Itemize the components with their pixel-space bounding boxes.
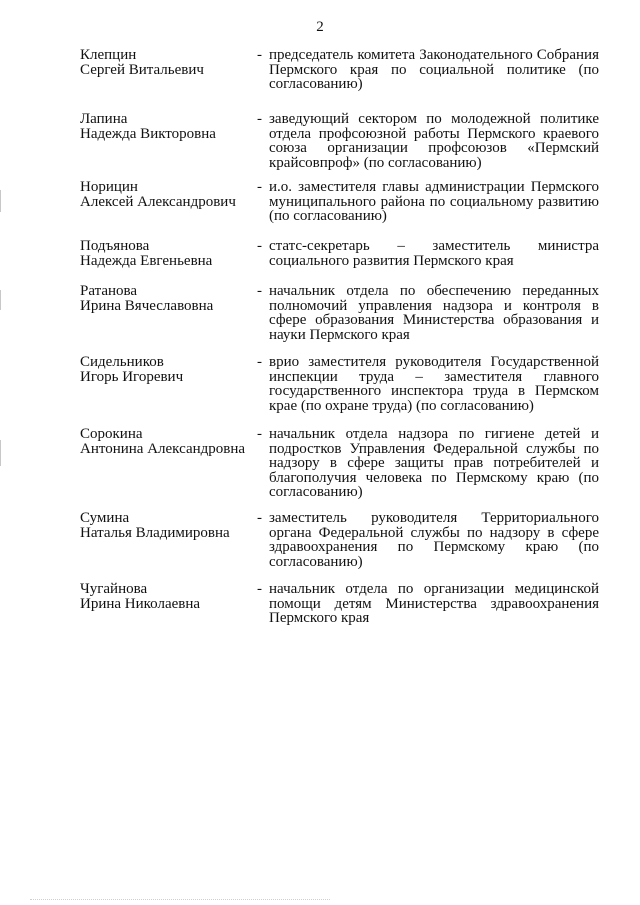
member-name [80,427,255,456]
entry-dash: - [257,510,262,526]
member-surname: Подъянова [80,238,150,254]
entry-dash: - [257,581,262,597]
entry-dash: - [257,238,262,254]
member-first-patronymic: Игорь Игоревич [80,368,184,385]
member-name [80,180,255,209]
member-position: начальник отдела по организации медицинской помощи детям Министерства здравоохранения Пермского края [269,581,599,626]
member-surname: Клепцин [80,47,137,63]
scan-bottom-noise [30,899,330,901]
member-position: статс-секретарь – заместитель министра социального развития Пермского края [269,238,599,269]
member-position: заместитель руководителя Территориального органа Федеральной службы по надзору в сфере здравоохранения по Пермскому краю (по согласованию) [269,510,599,570]
member-surname: Сорокина [80,426,143,442]
member-name [80,239,255,268]
entry-dash: - [257,354,262,370]
scan-edge-mark [0,190,1,212]
member-first-patronymic: Ирина Вячеславовна [80,297,214,314]
member-first-patronymic: Наталья Владимировна [80,524,230,541]
member-surname: Норицин [80,179,138,195]
member-first-patronymic: Надежда Викторовна [80,125,216,142]
entry-dash: - [257,111,262,127]
scan-edge-mark [0,290,1,310]
member-name [80,355,255,384]
member-position: председатель комитета Законодательного Собрания Пермского края по социальной политике (по согласованию) [269,47,599,92]
member-surname: Ратанова [80,283,138,299]
member-surname: Чугайнова [80,581,148,597]
page-number: 2 [316,19,324,35]
member-surname: Сидельников [80,354,164,370]
scan-edge-mark [0,440,1,466]
member-first-patronymic: Надежда Евгеньевна [80,252,213,269]
entry-dash: - [257,426,262,442]
entry-dash: - [257,47,262,63]
member-position: начальник отдела по обеспечению переданных полномочий управления надзора и контроля в сфере образования Министерства образования и науки Пермского края [269,283,599,343]
member-position: врио заместителя руководителя Государственной инспекции труда – заместителя главного государственного инспектора труда в Пермском крае (по охране труда) (по согласованию) [269,354,599,414]
member-name [80,48,255,77]
member-name [80,511,255,540]
member-first-patronymic: Антонина Александровна [80,440,246,457]
entry-dash: - [257,179,262,195]
member-surname: Сумина [80,510,130,526]
entry-dash: - [257,283,262,299]
member-name [80,582,255,611]
member-position: заведующий сектором по молодежной политике отдела профсоюзной работы Пермского краевого союза организации профсоюзов «Пермский крайсовпроф» (по согласованию) [269,111,599,171]
member-position: начальник отдела надзора по гигиене детей и подростков Управления Федеральной службы по надзору в сфере защиты прав потребителей и благополучия человека по Пермскому краю (по согласованию) [269,426,599,500]
member-surname: Лапина [80,111,128,127]
member-first-patronymic: Алексей Александрович [80,193,236,210]
member-name [80,112,255,141]
member-name [80,284,255,313]
member-position: и.о. заместителя главы администрации Пермского муниципального района по социальному развитию (по согласованию) [269,179,599,224]
member-first-patronymic: Сергей Витальевич [80,61,204,78]
member-first-patronymic: Ирина Николаевна [80,595,201,612]
